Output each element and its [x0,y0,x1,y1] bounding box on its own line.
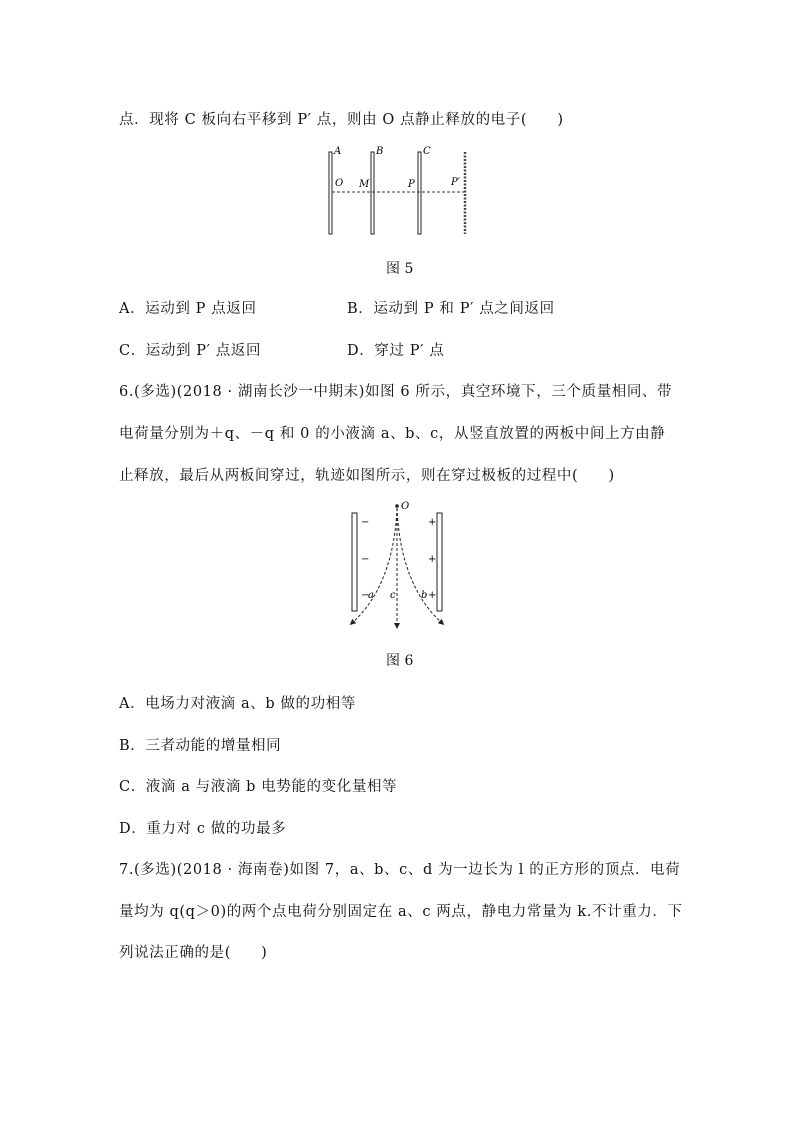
q7-line-1: 7.(多选)(2018 · 海南卷)如图 7，a、b、c、d 为一边长为 l 的正方形的顶点．电荷 [119,862,681,878]
point-label-m: M [359,179,370,190]
origin-label: O [401,501,410,512]
plate-positive [437,513,442,611]
figure-6 [0,498,794,638]
plate-label-b: B [376,146,384,157]
q5-option-a: A．运动到 P 点返回 [119,301,257,317]
left-sign-3: − [361,590,370,601]
point-label-p-prime: P′ [451,177,460,188]
q7-line-2: 量均为 q(q＞0)的两个点电荷分别固定在 a、c 两点，静电力常量为 k.不计重力．下 [119,904,683,920]
q6-option-d: D．重力对 c 做的功最多 [119,821,287,837]
plate-label-c: C [423,146,431,157]
q5-option-d: D．穿过 P′ 点 [347,343,445,359]
origin-point [395,504,399,508]
q6-line-2: 电荷量分别为＋q、－q 和 0 的小液滴 a、b、c，从竖直放置的两板中间上方由静 [119,426,666,442]
q6-option-c: C．液滴 a 与液滴 b 电势能的变化量相等 [119,779,398,795]
plate-c [418,152,421,234]
q7-line-3: 列说法正确的是( ) [119,945,268,961]
q6-option-a: A．电场力对液滴 a、b 做的功相等 [119,696,356,712]
q5-stem-line: 点．现将 C 板向右平移到 P′ 点，则由 O 点静止释放的电子( ) [119,112,564,128]
right-sign-3: + [428,590,437,601]
plate-a [329,152,332,234]
point-label-p: P [408,179,415,190]
q5-option-b: B．运动到 P 和 P′ 点之间返回 [347,301,555,317]
point-label-o: O [335,178,344,189]
right-sign-2: + [428,554,437,565]
left-sign-2: − [361,554,370,565]
drop-label-b: b [421,590,428,601]
plate-negative [352,513,357,611]
plate-label-a: A [334,146,342,157]
q6-line-3: 止释放，最后从两板间穿过，轨迹如图所示，则在穿过极板的过程中( ) [119,468,615,484]
drop-label-c: c [390,590,396,601]
right-sign-1: + [428,517,437,528]
drop-label-a: a [368,590,374,601]
figure-6-caption: 图 6 [386,653,414,669]
trajectory-a [352,508,397,623]
q6-line-1: 6.(多选)(2018 · 湖南长沙一中期末)如图 6 所示，真空环境下，三个质量相同、带 [119,384,673,400]
left-sign-1: − [361,517,370,528]
figure-5-caption: 图 5 [386,261,414,277]
plate-b [371,152,374,234]
q6-option-b: B．三者动能的增量相同 [119,738,282,754]
q5-option-c: C．运动到 P′ 点返回 [119,343,262,359]
